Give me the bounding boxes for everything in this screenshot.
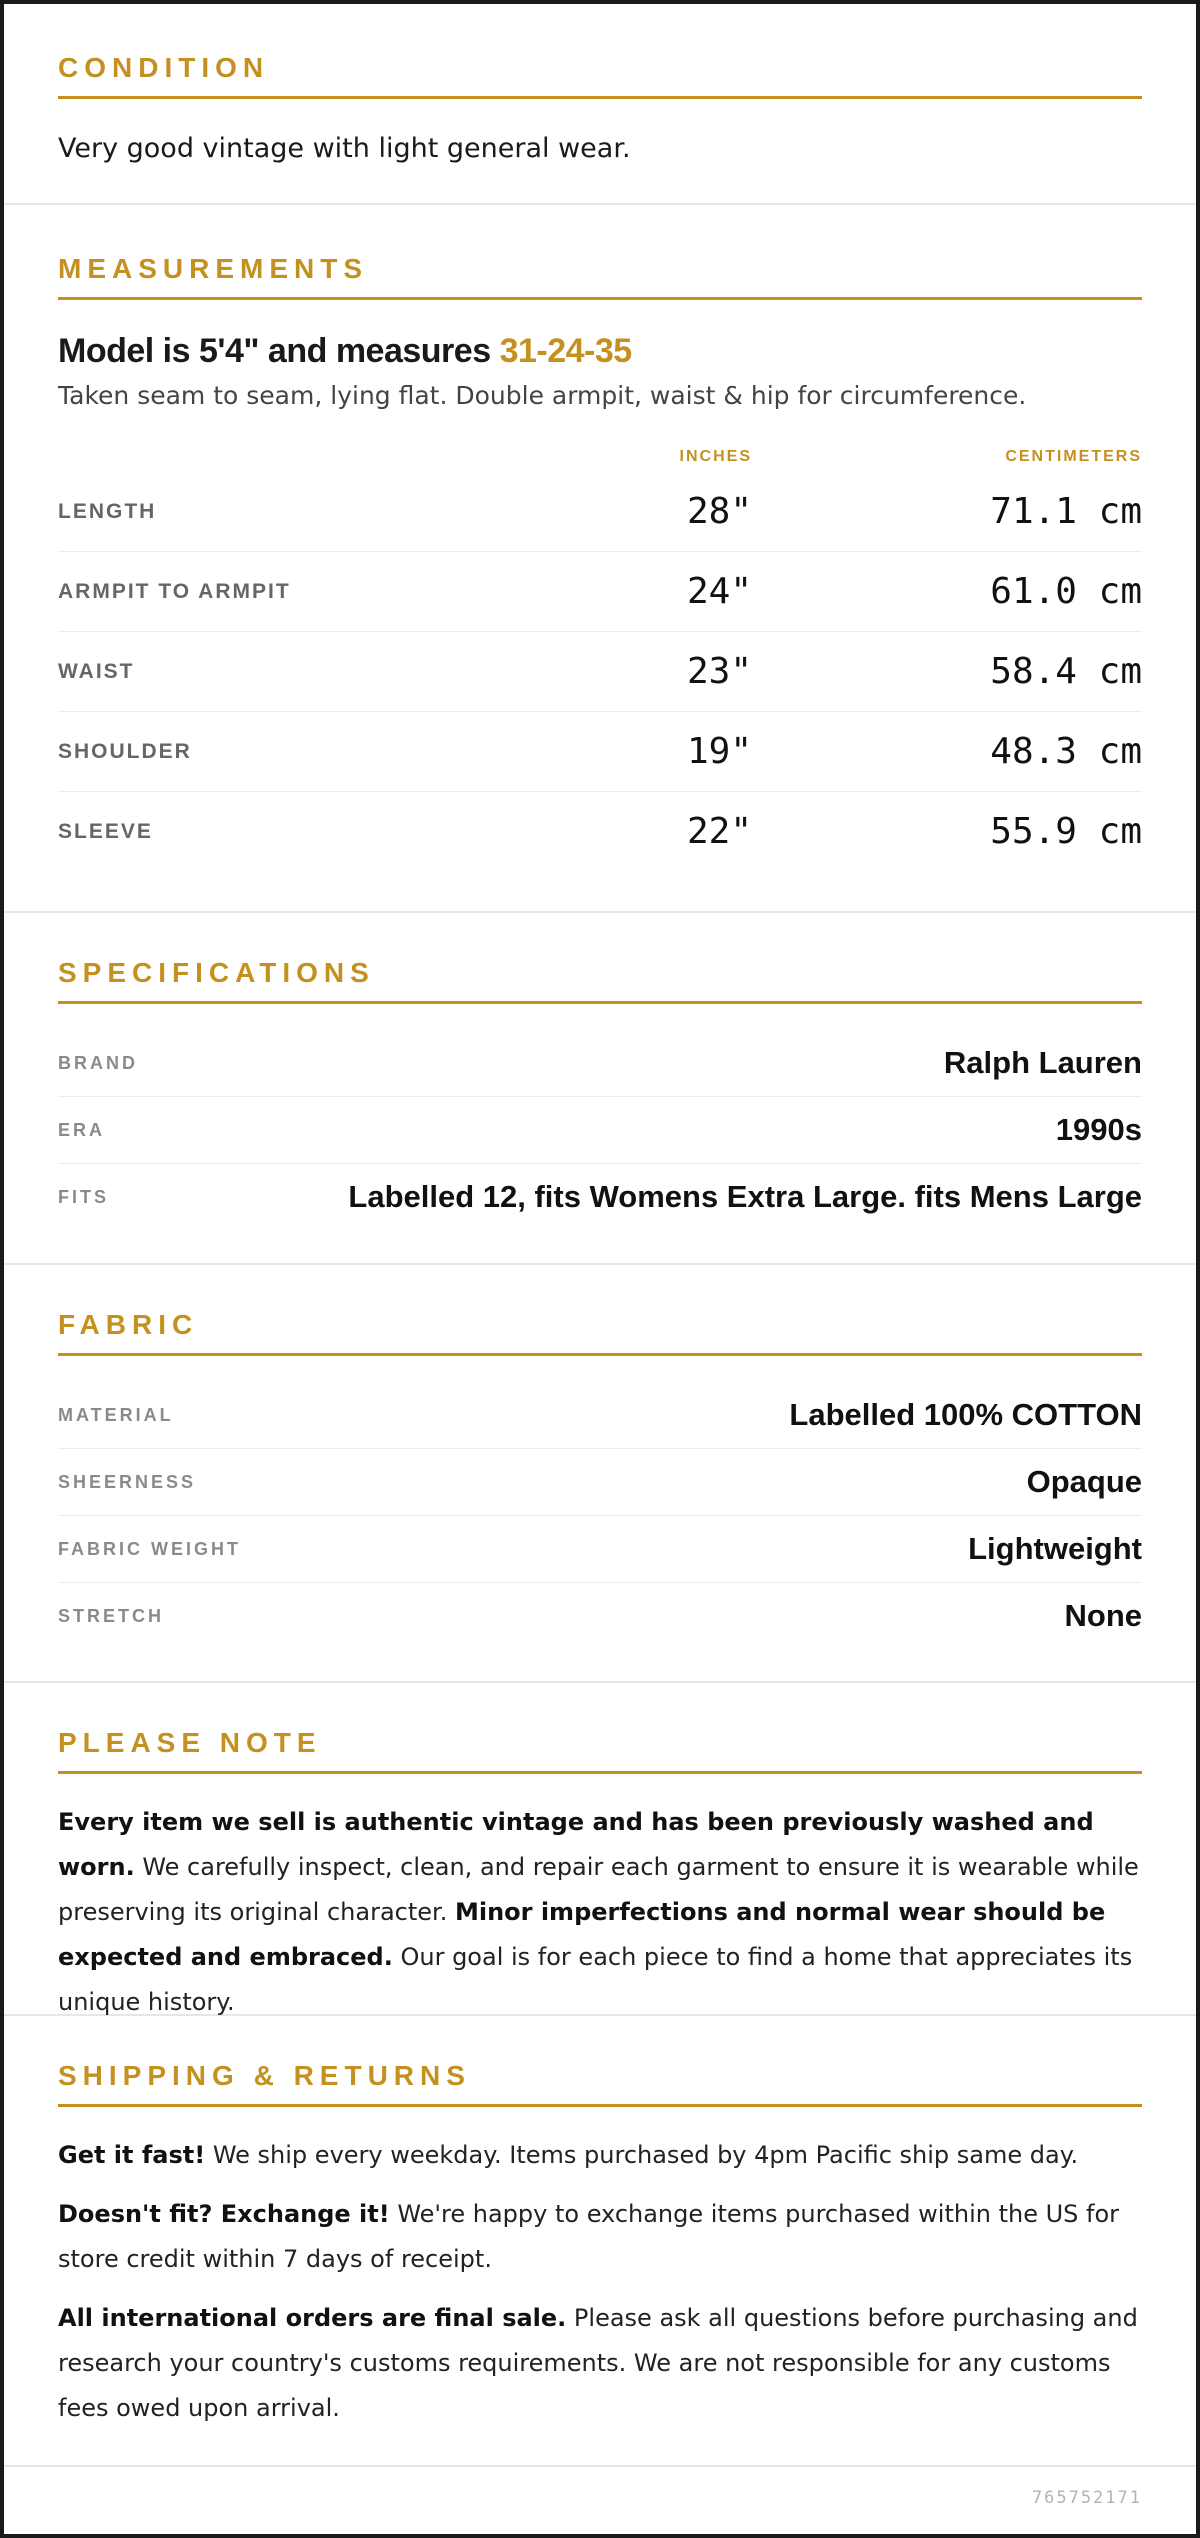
measure-cm: 48.3 cm <box>990 731 1142 772</box>
condition-section <box>4 4 1196 205</box>
fabric-value: Labelled 100% COTTON <box>789 1397 1142 1432</box>
specifications-title: SPECIFICATIONS <box>58 957 1142 1004</box>
shipping-bold: Get it fast! <box>58 2141 206 2169</box>
fabric-title: FABRIC <box>58 1309 1142 1356</box>
model-measures: 31-24-35 <box>499 332 632 370</box>
fabric-key: MATERIAL <box>58 1404 174 1425</box>
measure-cm: 71.1 cm <box>990 491 1142 532</box>
please-note-title: PLEASE NOTE <box>58 1727 1142 1774</box>
measurements-header <box>58 442 1142 472</box>
table-row <box>58 792 1142 871</box>
fabric-key: STRETCH <box>58 1605 164 1626</box>
note-bold-1: Every item we sell is authentic vintage and has been previously washed and worn. <box>58 1808 1094 1881</box>
measure-label: WAIST <box>58 659 135 683</box>
spec-value: Labelled 12, fits Womens Extra Large. fits Mens Large <box>348 1179 1142 1214</box>
measurements-table <box>58 442 1142 871</box>
measure-label: ARMPIT TO ARMPIT <box>58 579 291 603</box>
spec-key: FITS <box>58 1186 109 1207</box>
shipping-text: We're happy to exchange items purchased within the US for store credit within 7 days of receipt. <box>58 2200 1120 2273</box>
model-prefix: Model is 5'4" and measures <box>58 332 500 370</box>
spec-key: BRAND <box>58 1052 138 1073</box>
col-centimeters: CENTIMETERS <box>1005 448 1142 465</box>
fabric-key: FABRIC WEIGHT <box>58 1538 241 1559</box>
note-text-2: Our goal is for each piece to find a home that appreciates its unique history. <box>58 1943 1133 2016</box>
shipping-paragraph <box>58 2133 1142 2178</box>
condition-text: Very good vintage with light general wear. <box>58 133 631 164</box>
spec-key: ERA <box>58 1119 106 1140</box>
measurements-section <box>4 205 1196 913</box>
list-item <box>58 1164 1142 1230</box>
specifications-section <box>4 913 1196 1265</box>
shipping-section <box>4 2016 1196 2467</box>
shipping-text: We ship every weekday. Items purchased by 4pm Pacific ship same day. <box>205 2141 1079 2169</box>
list-item <box>58 1030 1142 1097</box>
please-note-text <box>58 1800 1142 2025</box>
model-info <box>58 332 1142 371</box>
spec-value: 1990s <box>1055 1112 1142 1147</box>
table-row <box>58 552 1142 632</box>
measure-inches: 24" <box>686 571 752 612</box>
note-bold-2: Minor imperfections and normal wear should be expected and embraced. <box>58 1898 1106 1971</box>
please-note-section <box>4 1683 1196 2016</box>
measurement-note: Taken seam to seam, lying flat. Double armpit, waist & hip for circumference. <box>58 381 1027 410</box>
measure-inches: 19" <box>686 731 752 772</box>
fabric-key: SHEERNESS <box>58 1471 197 1492</box>
measure-inches: 23" <box>686 651 752 692</box>
table-row <box>58 632 1142 712</box>
measure-label: SHOULDER <box>58 739 192 763</box>
list-item <box>58 1516 1142 1583</box>
spec-value: Ralph Lauren <box>943 1045 1142 1080</box>
measurements-title: MEASUREMENTS <box>58 253 1142 300</box>
measure-label: SLEEVE <box>58 819 153 843</box>
measure-inches: 28" <box>686 491 752 532</box>
list-item <box>58 1097 1142 1164</box>
shipping-paragraph <box>58 2192 1142 2282</box>
fabric-value: Lightweight <box>968 1531 1142 1566</box>
shipping-text: Please ask all questions before purchasing and research your country's customs requirements. We are not responsible for any customs fees owed upon arrival. <box>58 2304 1138 2422</box>
shipping-bold: Doesn't fit? Exchange it! <box>58 2200 390 2228</box>
condition-title: CONDITION <box>58 52 1142 99</box>
list-item <box>58 1583 1142 1649</box>
fabric-list <box>58 1382 1142 1649</box>
table-row <box>58 712 1142 792</box>
measure-inches: 22" <box>686 811 752 852</box>
shipping-title: SHIPPING & RETURNS <box>58 2060 1142 2107</box>
shipping-bold: All international orders are final sale. <box>58 2304 567 2332</box>
measure-cm: 61.0 cm <box>990 571 1142 612</box>
fabric-value: Opaque <box>1026 1464 1142 1499</box>
fabric-value: None <box>1064 1598 1142 1633</box>
specifications-list <box>58 1030 1142 1230</box>
list-item <box>58 1382 1142 1449</box>
shipping-paragraph <box>58 2296 1142 2431</box>
fabric-section <box>4 1265 1196 1683</box>
list-item <box>58 1449 1142 1516</box>
table-row <box>58 472 1142 552</box>
measure-cm: 55.9 cm <box>990 811 1142 852</box>
item-id: 765752171 <box>1031 2488 1142 2508</box>
col-inches: INCHES <box>679 448 752 465</box>
measure-label: LENGTH <box>58 499 157 523</box>
note-text-1: We carefully inspect, clean, and repair each garment to ensure it is wearable while preserving its original character. <box>58 1853 1139 1926</box>
measure-cm: 58.4 cm <box>990 651 1142 692</box>
